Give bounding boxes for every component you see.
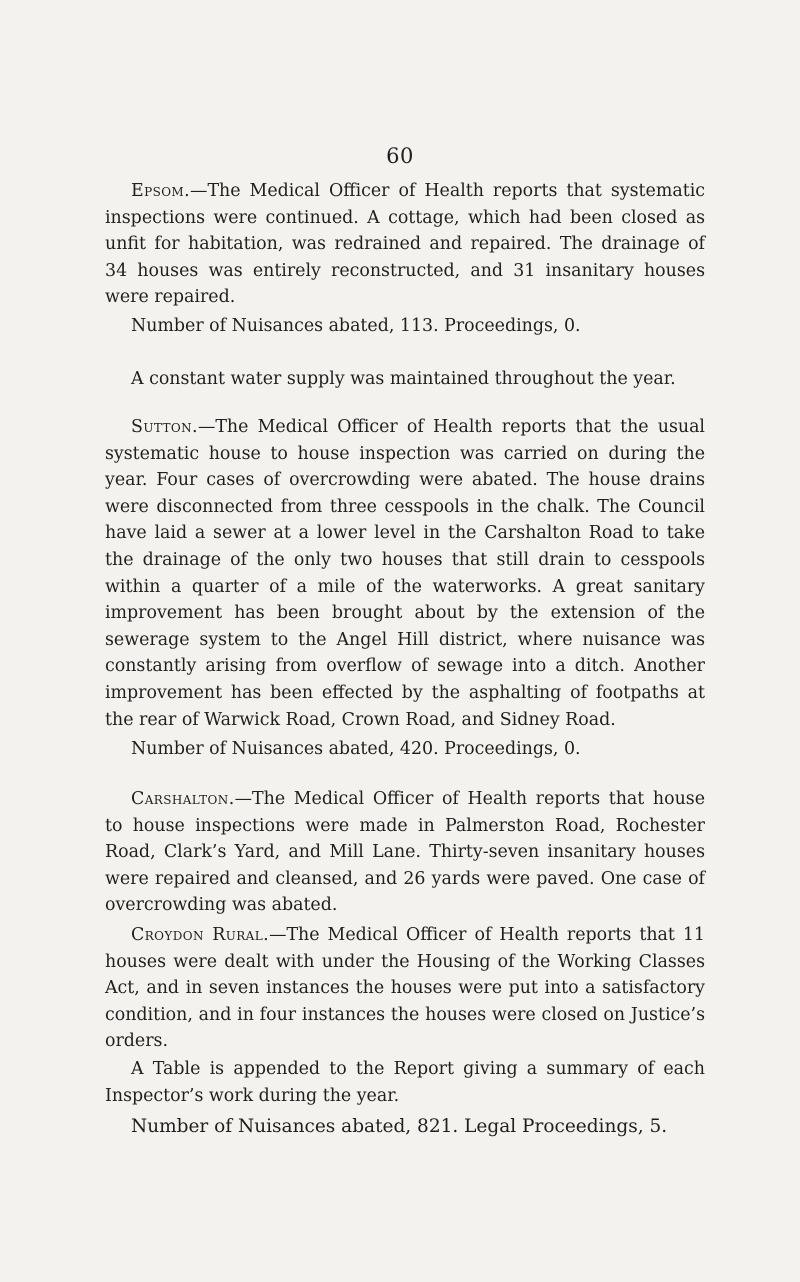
epsom-heading: Epsom.	[131, 181, 191, 201]
croydon-rural-summary-paragraph	[105, 1114, 725, 1140]
croydon-rural-body: —The Medical Officer of Health reports that 11 houses were dealt with under the Housing of the Working Classes Act, and in seven instances the houses were put into a satisfactory condition, and in four instances the houses were closed on Justice’s orders.	[105, 925, 705, 1052]
table-note-paragraph	[105, 1056, 705, 1109]
sutton-heading: Sutton.	[131, 417, 198, 437]
carshalton-paragraph	[105, 786, 705, 919]
epsom-paragraph	[105, 178, 705, 311]
table-note: A Table is appended to the Report giving a summary of each Inspector’s work during the year.	[105, 1059, 705, 1106]
epsom-body: —The Medical Officer of Health reports that systematic inspections were continued. A cottage, which had been closed as unfit for habitation, was redrained and repaired. The drainage of 34 houses was entirely reconstructed, and 31 insanitary houses were repaired.	[105, 181, 705, 308]
epsom-water-note: A constant water supply was maintained throughout the year.	[131, 369, 676, 389]
epsom-summary-paragraph	[105, 313, 705, 340]
carshalton-heading: Carshalton.	[131, 789, 235, 809]
sutton-summary: Number of Nuisances abated, 420. Proceedings, 0.	[131, 739, 581, 759]
carshalton-body: —The Medical Officer of Health reports that house to house inspections were made in Palmerston Road, Rochester Road, Clark’s Yard, and Mill Lane. Thirty-seven insanitary houses were repaired and cleansed, and 26 yards were paved. One case of overcrowding was abated.	[105, 789, 705, 916]
epsom-water-paragraph	[105, 366, 705, 393]
croydon-rural-paragraph	[105, 922, 705, 1055]
sutton-paragraph	[105, 414, 705, 733]
sutton-summary-paragraph	[105, 736, 705, 763]
page-number: 60	[386, 144, 414, 168]
croydon-rural-heading: Croydon Rural.	[131, 925, 270, 945]
croydon-rural-summary: Number of Nuisances abated, 821. Legal Proceedings, 5.	[131, 1116, 668, 1137]
sutton-body: —The Medical Officer of Health reports that the usual systematic house to house inspection was carried on during the year. Four cases of overcrowding were abated. The house drains were disconnected from three cesspools in the chalk. The Council have laid a sewer at a lower level in the Carshalton Road to take the drainage of the only two houses that still drain to cesspools within a quarter of a mile of the waterworks. A great sanitary improvement has been brought about by the extension of the sewerage system to the Angel Hill district, where nuisance was constantly arising from overflow of sewage into a ditch. Another improvement has been effected by the asphalting of footpaths at the rear of Warwick Road, Crown Road, and Sidney Road.	[105, 417, 705, 730]
epsom-summary: Number of Nuisances abated, 113. Proceedings, 0.	[131, 316, 581, 336]
